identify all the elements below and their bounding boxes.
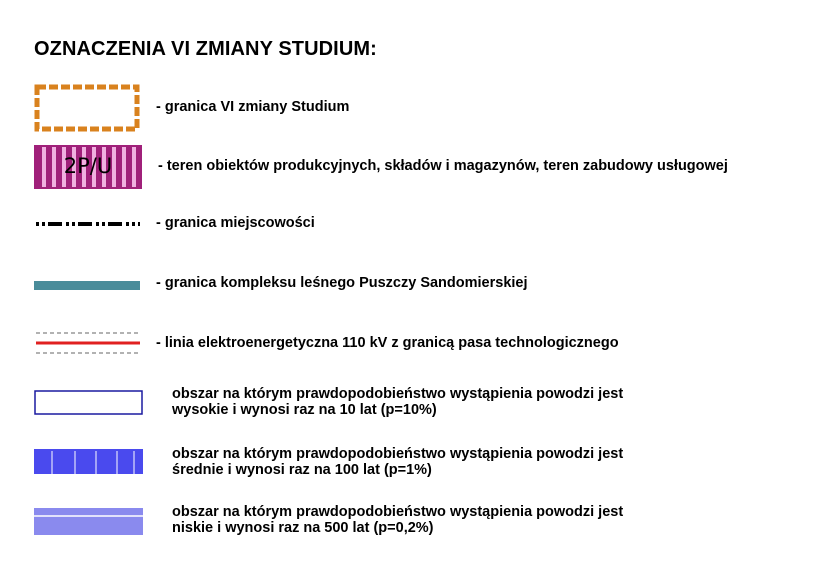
legend-label-flood-high-2: wysokie i wynosi raz na 10 lat (p=10%) bbox=[172, 402, 437, 418]
flood-high-symbol bbox=[34, 390, 144, 416]
legend-label-production: - teren obiektów produkcyjnych, składów i magazynów, teren zabudowy usługowej bbox=[158, 158, 728, 174]
legend-label-locality: - granica miejscowości bbox=[156, 215, 315, 231]
legend-label-flood-low-1: obszar na którym prawdopodobieństwo wystąpienia powodzi jest bbox=[172, 504, 624, 520]
legend-label-flood-medium-2: średnie i wynosi raz na 100 lat (p=1%) bbox=[172, 462, 432, 478]
production-services-symbol bbox=[34, 145, 142, 189]
legend-label-flood-high-1: obszar na którym prawdopodobieństwo wystąpienia powodzi jest bbox=[172, 386, 624, 402]
orange-boundary-symbol bbox=[34, 84, 140, 132]
legend-label-flood-low-2: niskie i wynosi raz na 500 lat (p=0,2%) bbox=[172, 520, 434, 536]
legend-label-power-line: - linia elektroenergetyczna 110 kV z granicą pasa technologicznego bbox=[156, 335, 619, 351]
power-line-symbol bbox=[34, 329, 142, 357]
legend-label-boundary: - granica VI zmiany Studium bbox=[156, 99, 350, 115]
legend-label-forest: - granica kompleksu leśnego Puszczy Sandomierskiej bbox=[156, 275, 528, 291]
legend-label-flood-medium-1: obszar na którym prawdopodobieństwo wystąpienia powodzi jest bbox=[172, 446, 624, 462]
zone-code-label: 2P/U bbox=[63, 154, 113, 178]
flood-medium-symbol bbox=[34, 449, 144, 475]
legend-title: OZNACZENIA VI ZMIANY STUDIUM: bbox=[34, 38, 377, 60]
flood-low-symbol bbox=[34, 508, 144, 536]
locality-boundary-symbol bbox=[34, 218, 142, 230]
forest-boundary-symbol bbox=[34, 281, 140, 291]
